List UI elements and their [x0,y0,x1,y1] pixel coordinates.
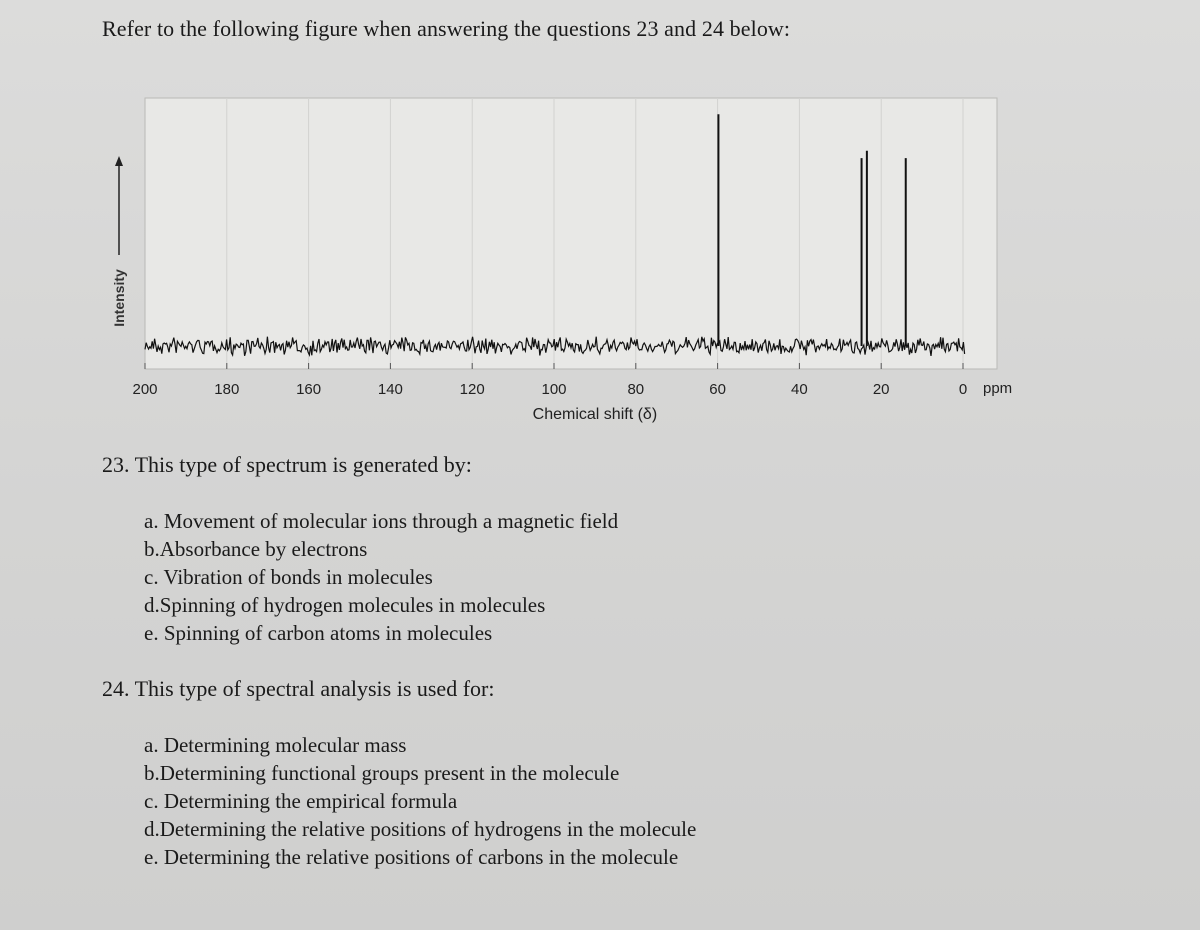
plot-background [145,98,997,369]
y-axis-title: Intensity [111,269,127,327]
x-tick-label: 40 [791,381,808,398]
q23-option-b[interactable]: b.Absorbance by electrons [144,537,368,561]
x-axis-title: Chemical shift (δ) [532,406,658,423]
q24-option-d[interactable]: d.Determining the relative positions of hydrogens in the molecule [144,817,697,841]
question-23-title: 23. This type of spectrum is generated by: [102,452,472,477]
x-axis-unit-label: ppm [983,380,1013,397]
x-tick-label: 140 [377,381,403,398]
question-24-options [144,731,696,871]
y-axis-arrow-head [115,156,123,166]
y-axis-title-group [111,156,127,327]
x-tick-label: 180 [214,381,240,398]
q23-option-a[interactable]: a. Movement of molecular ions through a magnetic field [144,509,619,533]
q24-option-c[interactable]: c. Determining the empirical formula [144,789,458,813]
x-tick-label: 200 [132,381,158,398]
x-tick-label: 100 [541,381,567,398]
q24-option-b[interactable]: b.Determining functional groups present in the molecule [144,761,620,785]
x-tick-label: 120 [459,381,485,398]
q23-option-d[interactable]: d.Spinning of hydrogen molecules in molecules [144,593,546,617]
x-tick-label: 60 [709,381,726,398]
q24-option-e[interactable]: e. Determining the relative positions of carbons in the molecule [144,845,679,869]
plot-area [145,98,997,369]
x-tick-label: 160 [296,381,322,398]
q23-option-c[interactable]: c. Vibration of bonds in molecules [144,565,433,589]
page-heading: Refer to the following figure when answering the questions 23 and 24 below: [102,16,791,41]
question-23-options [144,507,618,647]
x-axis-tick-labels [132,381,967,398]
q24-option-a[interactable]: a. Determining molecular mass [144,733,407,757]
x-tick-label: 0 [958,381,968,398]
nmr-spectrum-chart [100,88,1040,438]
q23-option-e[interactable]: e. Spinning of carbon atoms in molecules [144,621,493,645]
x-tick-label: 80 [627,381,645,398]
question-24-title: 24. This type of spectral analysis is used for: [102,676,495,701]
x-tick-label: 20 [872,381,890,398]
